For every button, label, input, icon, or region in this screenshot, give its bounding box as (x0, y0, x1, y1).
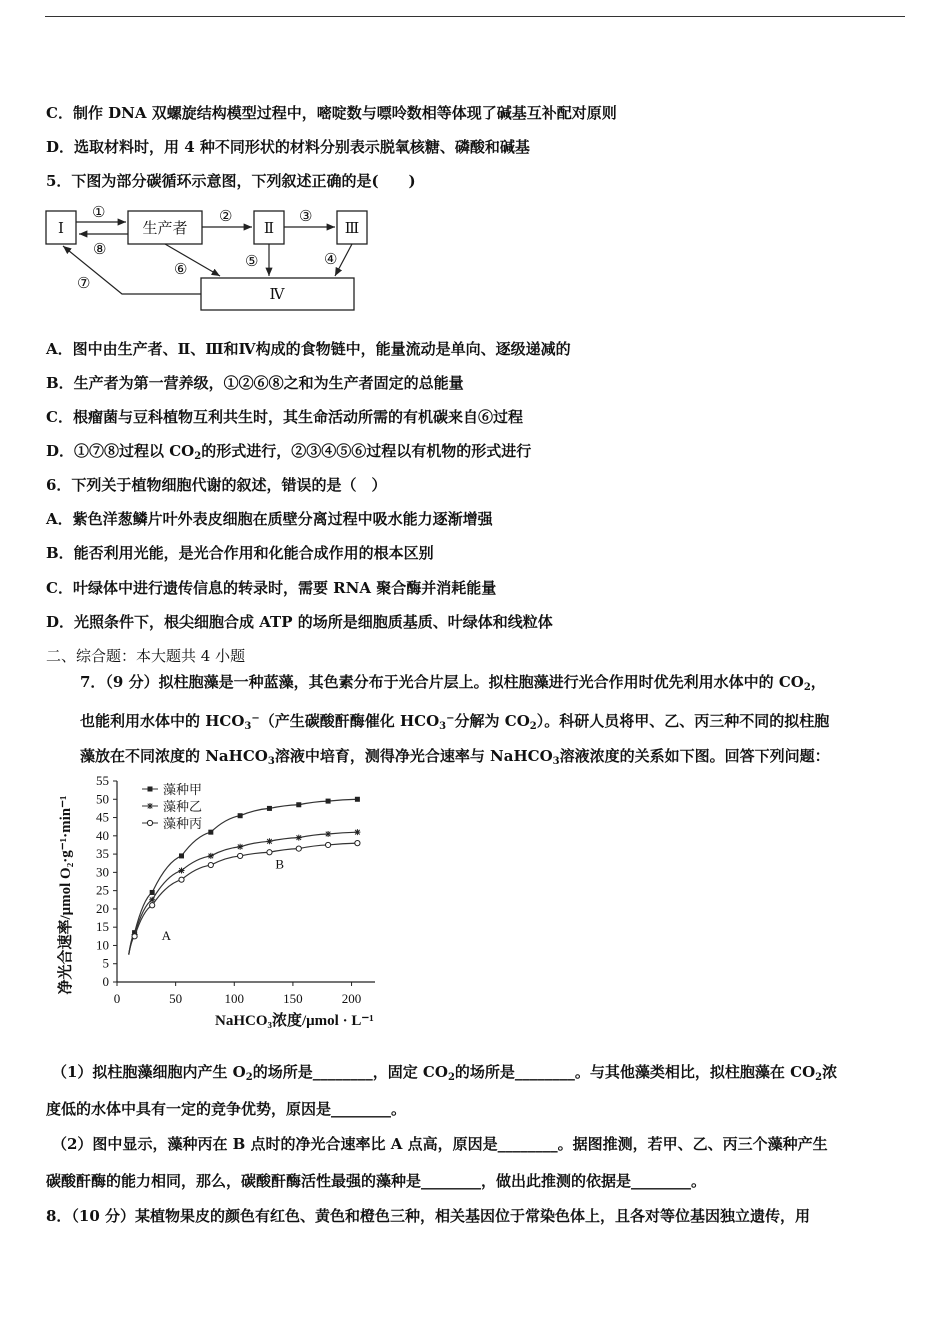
point-star (325, 831, 331, 837)
point-square (296, 802, 301, 807)
q6-option-d: D．光照条件下，根尖细胞合成 ATP 的场所是细胞质基质、叶绿体和线粒体 (46, 613, 553, 631)
y-tick-label: 40 (96, 827, 109, 843)
node-I-label: Ⅰ (58, 219, 64, 237)
label-5: ⑤ (245, 252, 259, 270)
point-star (266, 838, 272, 844)
photosynthesis-chart (50, 775, 430, 1040)
point-circle (150, 903, 155, 908)
y-tick-label: 5 (102, 955, 109, 971)
point-circle (267, 850, 272, 855)
q5-option-a: A．图中由生产者、Ⅱ、Ⅲ和Ⅳ构成的食物链中，能量流动是单向、逐级递减的 (46, 340, 571, 358)
point-circle (208, 862, 213, 867)
node-producer-label: 生产者 (142, 219, 188, 237)
node-IV-label: Ⅳ (269, 285, 285, 303)
point-square (267, 806, 272, 811)
annotation-A: A (161, 927, 171, 943)
x-tick-label: 150 (283, 991, 303, 1006)
point-circle (132, 934, 137, 939)
arrow-4 (335, 244, 352, 276)
point-star (208, 853, 214, 859)
y-tick-label: 30 (96, 864, 109, 880)
point-circle (325, 842, 330, 847)
q6-option-c: C．叶绿体中进行遗传信息的转录时，需要 RNA 聚合酶并消耗能量 (46, 579, 497, 597)
label-1: ① (92, 203, 106, 221)
chart-ylabel: 净光合速率/μmol O₂·g⁻¹·min⁻¹ (58, 795, 74, 995)
y-ticks (96, 775, 117, 989)
point-square (150, 890, 155, 895)
point-star (354, 829, 360, 835)
label-3: ③ (299, 207, 313, 225)
point-star (179, 868, 185, 874)
q5-option-c: C．根瘤菌与豆科植物互利共生时，其生命活动所需的有机碳来自⑥过程 (46, 408, 523, 426)
y-tick-label: 0 (102, 974, 109, 989)
legend-label: 藻种乙 (163, 799, 203, 814)
y-tick-label: 25 (96, 882, 109, 898)
point-circle (238, 853, 243, 858)
carbon-cycle-diagram (40, 200, 380, 316)
point-star (237, 844, 243, 850)
point-square (148, 787, 153, 792)
q7-part2-line1: （2）图中显示，藻种丙在 B 点时的净光合速率比 A 点高，原因是________。据图推测，若甲、乙、丙三个藻种产生 (52, 1135, 828, 1153)
annotation-B: B (275, 856, 284, 872)
q7-part1-line2: 度低的水体中具有一定的竞争优势，原因是________。 (46, 1100, 407, 1118)
legend-item (142, 799, 202, 814)
node-III-label: Ⅲ (344, 219, 360, 237)
point-square (208, 830, 213, 835)
x-tick-label: 0 (113, 991, 121, 1006)
q7-stem-line2: 也能利用水体中的 $HCO_3^-$（产生碳酸酐酶催化 $HCO_3^-$分解为 $CO_2$）。科研人员将甲、乙、丙三种不同的拟柱胞 (80, 712, 830, 732)
x-tick-label: 100 (224, 991, 245, 1006)
point-star (296, 835, 302, 841)
legend-item (142, 782, 202, 797)
y-tick-label: 35 (96, 846, 109, 862)
q4-option-c: C．制作 DNA 双螺旋结构模型过程中，嘧啶数与嘌呤数相等体现了碱基互补配对原则 (46, 104, 617, 122)
x-tick-label: 50 (169, 991, 183, 1006)
legend-label: 藻种丙 (163, 816, 203, 831)
label-6: ⑥ (174, 260, 188, 278)
point-circle (147, 820, 152, 825)
q5-stem: 5．下图为部分碳循环示意图，下列叙述正确的是( ) (46, 172, 416, 190)
q8-stem: 8．（10 分）某植物果皮的颜色有红色、黄色和橙色三种，相关基因位于常染色体上，且各对等位基因独立遗传，用 (46, 1207, 811, 1225)
legend-item (142, 816, 202, 831)
y-tick-label: 15 (96, 919, 109, 935)
q6-option-b: B．能否利用光能，是光合作用和化能合成作用的根本区别 (46, 544, 434, 562)
chart-legend (142, 782, 202, 831)
q6-stem: 6．下列关于植物细胞代谢的叙述，错误的是（ ） (46, 476, 387, 494)
label-2: ② (219, 207, 233, 225)
legend-label: 藻种甲 (163, 782, 203, 797)
x-ticks (114, 982, 362, 1006)
x-tick-label: 200 (341, 991, 362, 1006)
y-tick-label: 10 (96, 937, 109, 953)
q6-option-a: A．紫色洋葱鳞片叶外表皮细胞在质壁分离过程中吸水能力逐渐增强 (46, 510, 493, 528)
y-tick-label: 50 (96, 791, 109, 807)
point-circle (355, 841, 360, 846)
chart-xlabel: NaHCO₃浓度/μmol · L⁻¹ (215, 1013, 374, 1029)
node-II-label: Ⅱ (263, 219, 275, 237)
q7-part2-line2: 碳酸酐酶的能力相同，那么，碳酸酐酶活性最强的藻种是________，做出此推测的依据是________。 (46, 1172, 707, 1190)
point-circle (296, 846, 301, 851)
label-4: ④ (324, 250, 338, 268)
point-circle (179, 877, 184, 882)
point-square (355, 797, 360, 802)
y-tick-label: 45 (96, 809, 109, 825)
label-7: ⑦ (77, 274, 91, 292)
section-2-heading: 二、综合题：本大题共 4 小题 (46, 647, 246, 665)
label-8: ⑧ (93, 240, 107, 258)
q7-part1-line1: （1）拟柱胞藻细胞内产生 $O_2$的场所是________，固定 $CO_2$的场所是________。与其他藻类相比，拟柱胞藻在 $CO_2$浓 (52, 1063, 838, 1083)
point-star (147, 803, 153, 809)
q5-option-d: D．①⑦⑧过程以 $CO_2$的形式进行，②③④⑤⑥过程以有机物的形式进行 (46, 442, 532, 462)
top-rule (45, 16, 905, 17)
point-square (179, 853, 184, 858)
y-tick-label: 55 (96, 775, 109, 788)
q7-stem-line1: 7．（9 分）拟柱胞藻是一种蓝藻，其色素分布于光合片层上。拟柱胞藻进行光合作用时优先利用水体中的 $CO_2$， (80, 673, 826, 693)
q5-option-b: B．生产者为第一营养级，①②⑥⑧之和为生产者固定的总能量 (46, 374, 464, 392)
point-square (326, 799, 331, 804)
q4-option-d: D．选取材料时，用 4 种不同形状的材料分别表示脱氧核糖、磷酸和碱基 (46, 138, 530, 156)
y-tick-label: 20 (96, 900, 109, 916)
point-square (238, 813, 243, 818)
q7-stem-line3: 藻放在不同浓度的 NaHCO$_3$溶液中培育，测得净光合速率与 NaHCO$_3$溶液浓度的关系如下图。回答下列问题： (80, 747, 830, 767)
